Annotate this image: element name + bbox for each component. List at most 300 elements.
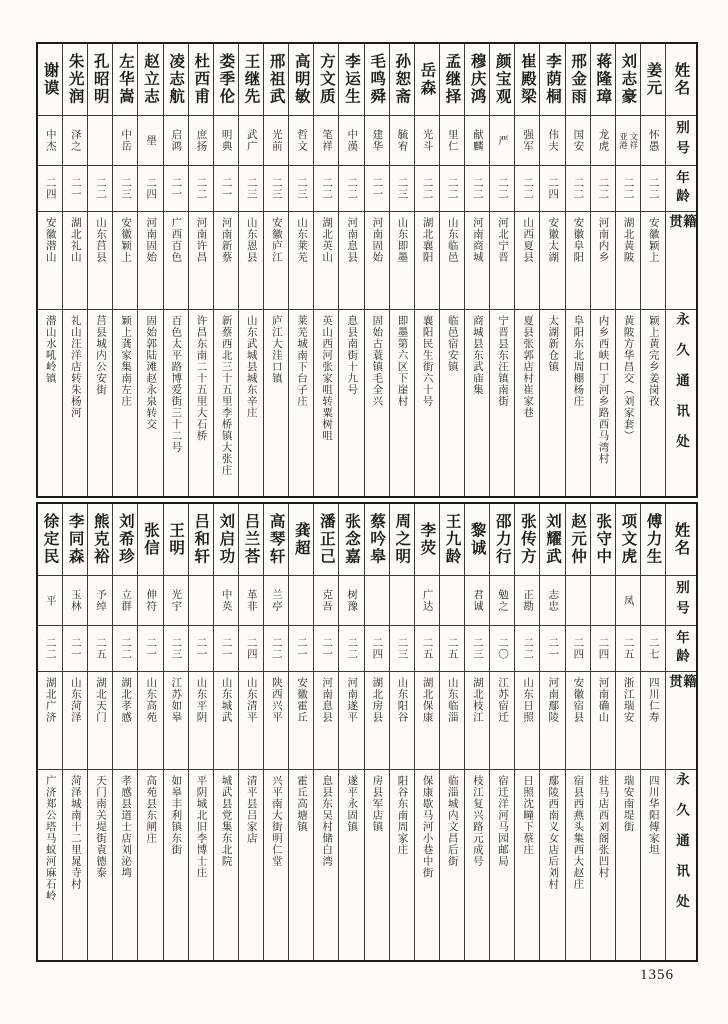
entry-origin: 湖北保康 <box>421 677 434 723</box>
entry-alias: 立群 <box>120 589 133 612</box>
entry-alias: 树豫 <box>346 589 359 612</box>
entry-address: 息县东吴村储白湾 <box>321 775 334 867</box>
entry-name: 孙恕斋 <box>393 53 411 106</box>
directory-entry-column <box>213 504 238 960</box>
entry-address: 保康歇马河小巷中街 <box>421 775 434 879</box>
entry-origin: 江苏宿迁 <box>496 677 509 723</box>
entry-origin: 安徽阜阳 <box>572 217 585 263</box>
directory-entry-column <box>464 44 489 496</box>
entry-age: 二一 <box>321 637 334 660</box>
directory-entry-column <box>389 44 414 496</box>
entry-age: 二二 <box>647 177 660 200</box>
entry-name: 方文质 <box>317 53 335 106</box>
entry-alias: 中英 <box>220 589 233 612</box>
entry-address: 礼山汪洋店转朱杨河 <box>69 315 82 419</box>
entry-origin: 山东清平 <box>245 677 258 723</box>
entry-name: 潘正己 <box>317 513 335 566</box>
entry-age: 二四 <box>597 637 610 660</box>
entry-alias: 伟夫 <box>547 129 560 152</box>
entry-age: 二一 <box>145 637 158 660</box>
header-name: 姓名 <box>672 62 690 97</box>
entry-alias: 笔祥 <box>321 129 334 152</box>
directory-entry-column <box>163 44 188 496</box>
entry-address: 鄢陵西南义女店后刘村 <box>547 775 560 890</box>
entry-name: 穆庆鸿 <box>468 53 486 106</box>
entry-origin: 山东莒县 <box>94 217 107 263</box>
entry-address: 天门南关堤街袁德泰 <box>94 775 107 879</box>
entry-alias: 勉之 <box>496 589 509 612</box>
entry-alias-secondary: 亚港 <box>618 132 629 149</box>
directory-entry-column <box>514 504 539 960</box>
entry-origin: 陕西兴平 <box>270 677 283 723</box>
entry-alias: 严 <box>496 134 509 147</box>
entry-name: 黎诚 <box>468 522 486 557</box>
directory-entry-column <box>590 44 615 496</box>
header-age: 年龄 <box>674 170 689 207</box>
entry-origin: 湖北房县 <box>371 677 384 723</box>
directory-entry-column <box>62 504 87 960</box>
entry-origin: 广西百色 <box>170 217 183 263</box>
entry-age: 二四 <box>371 637 384 660</box>
entry-age: 二三 <box>396 637 409 660</box>
entry-address: 临淄城内文昌后街 <box>446 775 459 867</box>
entry-name: 岳森 <box>418 62 436 97</box>
directory-entry-column <box>364 44 389 496</box>
directory-entry-column <box>640 44 665 496</box>
entry-age: 二一 <box>295 637 308 660</box>
entry-name: 王明 <box>167 522 185 557</box>
entry-origin: 山东临邑 <box>446 217 459 263</box>
entry-name: 邢金雨 <box>569 53 587 106</box>
directory-entry-column <box>288 504 313 960</box>
entry-name: 张念嘉 <box>342 513 360 566</box>
entry-address: 英山西河张家咀转粟树咀 <box>321 315 334 442</box>
entry-address: 莱芜城南下台子庄 <box>295 315 308 407</box>
entry-name: 高琴轩 <box>267 513 285 566</box>
directory-entry-column <box>62 44 87 496</box>
table-header-column <box>665 44 696 496</box>
entry-age: 二一 <box>69 637 82 660</box>
entry-name: 李同森 <box>66 513 84 566</box>
entry-address: 百色太平路博爱街三十二号 <box>170 315 183 453</box>
directory-entry-column <box>414 44 439 496</box>
directory-entry-column <box>87 504 112 960</box>
directory-entry-column <box>137 504 162 960</box>
entry-alias: 启鸿 <box>170 129 183 152</box>
entry-origin: 浙江瑞安 <box>622 677 635 723</box>
directory-entry-column <box>539 504 564 960</box>
entry-origin: 安徽颖上 <box>647 217 660 263</box>
entry-origin: 河南确山 <box>597 677 610 723</box>
entry-address: 颖上黄完乡姜岗孜 <box>647 315 660 407</box>
page-number: 1356 <box>640 967 674 983</box>
entry-name: 左华嵩 <box>116 53 134 106</box>
entry-address: 固始郭陆滩赵永泉转交 <box>145 315 158 430</box>
directory-entry-column <box>263 504 288 960</box>
entry-address: 即墨第六区下崖村 <box>396 315 409 407</box>
entry-address: 菏泽城南十二里晁寺村 <box>69 775 82 890</box>
directory-entry-column <box>464 504 489 960</box>
entry-alias: 文祥 <box>628 132 639 149</box>
entry-name: 吕兰荅 <box>242 513 260 566</box>
entry-address: 宿迁洋河马园邮局 <box>496 775 509 867</box>
entry-age: 二五 <box>622 637 635 660</box>
entry-alias: 建华 <box>371 129 384 152</box>
entry-age: 二一 <box>220 637 233 660</box>
entry-age: 二一 <box>69 177 82 200</box>
header-alias: 别号 <box>674 120 689 161</box>
directory-entry-column <box>615 504 640 960</box>
entry-age: 二二 <box>421 177 434 200</box>
entry-address: 许昌东南二十五里大石桥 <box>195 315 208 442</box>
entry-alias: 中岳 <box>120 129 133 152</box>
entry-age: 二四 <box>547 177 560 200</box>
entry-origin: 湖北孝感 <box>120 677 133 723</box>
entry-age: 二七 <box>647 637 660 660</box>
entry-age: 二〇 <box>496 637 509 660</box>
entry-address: 四川华阳傅家坦 <box>647 775 660 856</box>
entry-alias: 国安 <box>572 129 585 152</box>
entry-origin: 山东莱芜 <box>295 217 308 263</box>
directory-entry-column <box>338 44 363 496</box>
entry-name: 王继先 <box>242 53 260 106</box>
entry-alias: 革非 <box>245 589 258 612</box>
entry-origin: 四川仁寿 <box>647 677 660 723</box>
entry-name: 李运生 <box>342 53 360 106</box>
entry-alias: 龙虎 <box>597 129 610 152</box>
entry-address: 兴平南大街明仁堂 <box>270 775 283 867</box>
entry-age: 二一 <box>195 637 208 660</box>
entry-origin: 山东阳谷 <box>396 677 409 723</box>
entry-age: 二二 <box>346 637 359 660</box>
entry-alias: 哲文 <box>295 129 308 152</box>
entry-name: 张守中 <box>594 513 612 566</box>
entry-origin: 湖北枝江 <box>471 677 484 723</box>
entry-age: 二一 <box>170 177 183 200</box>
directory-entry-column <box>112 44 137 496</box>
entry-address: 孝感县道士店刘泌塆 <box>120 775 133 879</box>
directory-entry-column <box>338 504 363 960</box>
header-origin: 籍贯 <box>667 214 696 262</box>
directory-entry-column <box>389 504 414 960</box>
entry-name: 蒋隆璋 <box>594 53 612 106</box>
entry-name: 邢祖武 <box>267 53 285 106</box>
entry-origin: 山东高苑 <box>145 677 158 723</box>
entry-address: 宁晋县东汪镇南街 <box>496 315 509 407</box>
directory-entry-column <box>313 504 338 960</box>
entry-name: 孔昭明 <box>91 53 109 106</box>
entry-origin: 河南息县 <box>346 217 359 263</box>
entry-alias: 伸符 <box>145 589 158 612</box>
entry-alias: 壆 <box>145 134 158 147</box>
directory-entry-column <box>238 44 263 496</box>
entry-origin: 山东恩县 <box>245 217 258 263</box>
entry-alias: 里仁 <box>446 129 459 152</box>
entry-age: 二二 <box>346 177 359 200</box>
entry-origin: 湖北英山 <box>321 217 334 263</box>
entry-name: 张信 <box>141 522 159 557</box>
entry-origin: 安徽庐江 <box>270 217 283 263</box>
entry-name: 姜元 <box>644 62 662 97</box>
entry-age: 二二 <box>321 177 334 200</box>
entry-origin: 山东城武 <box>220 677 233 723</box>
entry-alias: 明典 <box>220 129 233 152</box>
directory-entry-column <box>263 44 288 496</box>
entry-name: 龚超 <box>292 522 310 557</box>
entry-address: 襄阳民生街六十号 <box>421 315 434 407</box>
entry-name: 蔡吟皋 <box>368 513 386 566</box>
header-alias: 别号 <box>674 580 689 621</box>
entry-age: 二四 <box>572 637 585 660</box>
entry-age: 二二 <box>446 177 459 200</box>
entry-origin: 山东平阴 <box>195 677 208 723</box>
entry-address: 阳谷东南周家庄 <box>396 775 409 856</box>
entry-name: 李荫桐 <box>543 53 561 106</box>
entry-age: 二三 <box>295 177 308 200</box>
entry-name: 王九龄 <box>443 513 461 566</box>
directory-entry-column <box>615 44 640 496</box>
header-name: 姓名 <box>672 522 690 557</box>
entry-name: 吕和轩 <box>192 513 210 566</box>
entry-name: 傅力生 <box>644 513 662 566</box>
directory-entry-column <box>188 44 213 496</box>
entry-alias: 中杰 <box>44 129 57 152</box>
entry-origin: 安徽太湖 <box>547 217 560 263</box>
entry-origin: 安徽宿县 <box>572 677 585 723</box>
entry-name: 刘志豪 <box>619 53 637 106</box>
entry-address: 日照沈疃下蔡庄 <box>522 775 535 856</box>
entry-origin: 河南遂平 <box>346 677 359 723</box>
header-age: 年龄 <box>674 630 689 667</box>
entry-age: 二三 <box>270 177 283 200</box>
entry-age: 二五 <box>421 637 434 660</box>
entry-age: 二二 <box>496 177 509 200</box>
entry-address: 瑞安南堤街 <box>622 775 635 833</box>
entry-origin: 河南固始 <box>145 217 158 263</box>
entry-origin: 河北宁晋 <box>496 217 509 263</box>
entry-name: 张传方 <box>518 513 536 566</box>
entry-alias: 平 <box>44 594 57 607</box>
entry-address: 平阴城北旧李博士庄 <box>195 775 208 879</box>
entry-origin: 湖北广济 <box>44 677 57 723</box>
entry-age: 二二 <box>522 637 535 660</box>
entry-name: 颜宝观 <box>493 53 511 106</box>
entry-age: 二三 <box>471 637 484 660</box>
entry-origin: 河南许昌 <box>195 217 208 263</box>
entry-address: 山东武城县城东辛庄 <box>245 315 258 419</box>
entry-origin: 河南鄢陵 <box>547 677 560 723</box>
directory-entry-column <box>38 504 62 960</box>
entry-alias: 广达 <box>421 589 434 612</box>
entry-name: 李荧 <box>418 522 436 557</box>
entry-address: 高苑县东闸庄 <box>145 775 158 844</box>
entry-age: 二二 <box>270 637 283 660</box>
entry-age: 二二 <box>622 177 635 200</box>
directory-entry-column <box>38 44 62 496</box>
directory-entry-column <box>87 44 112 496</box>
entry-name: 赵立志 <box>141 53 159 106</box>
entry-age: 二四 <box>44 177 57 200</box>
directory-entry-column <box>313 44 338 496</box>
directory-entry-column <box>213 44 238 496</box>
entry-origin: 安徽霍丘 <box>295 677 308 723</box>
entry-address: 固始古蓑镇毛全兴 <box>371 315 384 407</box>
entry-age: 二一 <box>220 177 233 200</box>
entry-alias: 玉林 <box>69 589 82 612</box>
entry-name: 刘耀武 <box>543 513 561 566</box>
entry-age: 二三 <box>170 637 183 660</box>
entry-alias: 光宇 <box>170 589 183 612</box>
entry-age: 二二 <box>94 177 107 200</box>
entry-address: 莒县城内公安街 <box>94 315 107 396</box>
entry-origin: 山东菏泽 <box>69 677 82 723</box>
entry-address: 广济郑公塔马蚁河麻石岭 <box>44 775 57 902</box>
directory-entry-column <box>489 44 514 496</box>
entry-alias: 强军 <box>522 129 535 152</box>
entry-address: 颖上龚家集南左庄 <box>120 315 133 407</box>
entry-name: 周之明 <box>393 513 411 566</box>
entry-origin: 山东日照 <box>522 677 535 723</box>
entry-age: 二五 <box>94 637 107 660</box>
entry-age: 二五 <box>446 637 459 660</box>
table-header-column <box>665 504 696 960</box>
header-origin: 籍贯 <box>667 674 696 722</box>
entry-alias: 毓宥 <box>396 129 409 152</box>
entry-address: 新蔡西北三十五里李桥镇大张庄 <box>220 315 233 476</box>
entry-origin: 湖北黄陂 <box>622 217 635 263</box>
entry-name: 邵力行 <box>493 513 511 566</box>
entry-alias: 献麟 <box>471 129 484 152</box>
entry-alias: 正勘 <box>522 589 535 612</box>
directory-entry-column <box>163 504 188 960</box>
entry-age: 二二 <box>120 637 133 660</box>
entry-address: 驻马店西刘阁张凹村 <box>597 775 610 879</box>
entry-origin: 山东即墨 <box>396 217 409 263</box>
entry-address: 宿县西燕头集西大赵庄 <box>572 775 585 890</box>
entry-alias: 光斗 <box>421 129 434 152</box>
entry-name: 朱光润 <box>66 53 84 106</box>
entry-address: 城武县党集东北院 <box>220 775 233 867</box>
directory-entry-column <box>112 504 137 960</box>
entry-alias: 志忠 <box>547 589 560 612</box>
entry-alias: 庶扬 <box>195 129 208 152</box>
entry-address: 遂平永固镇 <box>346 775 359 833</box>
entry-age: 二三 <box>245 177 258 200</box>
directory-entry-column <box>489 504 514 960</box>
entry-name: 杜西甫 <box>192 53 210 106</box>
entry-alias: 怀愚 <box>647 129 660 152</box>
entry-origin: 湖北礼山 <box>69 217 82 263</box>
directory-entry-column <box>288 44 313 496</box>
entry-name: 赵元仲 <box>569 513 587 566</box>
entry-age: 二四 <box>245 637 258 660</box>
entry-origin: 江苏如皋 <box>170 677 183 723</box>
entry-address: 枝江复兴路元成号 <box>471 775 484 867</box>
entry-alias: 光前 <box>270 129 283 152</box>
entry-age: 二二 <box>44 637 57 660</box>
entry-origin: 山东临淄 <box>446 677 459 723</box>
directory-entry-column <box>565 44 590 496</box>
entry-origin: 河南商城 <box>471 217 484 263</box>
entry-address: 清平县吕家店 <box>245 775 258 844</box>
entry-name: 崔殿梁 <box>518 53 536 106</box>
entry-age: 二二 <box>471 177 484 200</box>
entry-origin: 安徽潜山 <box>44 217 57 263</box>
entry-alias: 中漢 <box>346 129 359 152</box>
entry-age: 二一 <box>371 177 384 200</box>
entry-name: 凌志航 <box>167 53 185 106</box>
directory-table-bottom <box>36 502 698 962</box>
entry-alias: 凤 <box>622 594 635 607</box>
entry-age: 二二 <box>522 177 535 200</box>
directory-table-top <box>36 42 698 498</box>
entry-address: 庐江大洼口镇 <box>270 315 283 384</box>
entry-origin: 湖北天门 <box>94 677 107 723</box>
directory-entry-column <box>565 504 590 960</box>
directory-entry-column <box>188 504 213 960</box>
directory-entry-column <box>439 504 464 960</box>
entry-name: 徐定民 <box>41 513 59 566</box>
directory-entry-column <box>414 504 439 960</box>
entry-address: 临邑宿安镇 <box>446 315 459 373</box>
entry-name: 高明敏 <box>292 53 310 106</box>
entry-origin: 河南新蔡 <box>220 217 233 263</box>
entry-name: 熊克裕 <box>91 513 109 566</box>
entry-age: 二四 <box>145 177 158 200</box>
entry-address: 太湖新仓镇 <box>547 315 560 373</box>
directory-entry-column <box>238 504 263 960</box>
entry-age: 二三 <box>120 177 133 200</box>
directory-entry-column <box>364 504 389 960</box>
entry-alias: 君诚 <box>471 589 484 612</box>
directory-entry-column <box>590 504 615 960</box>
entry-alias: 泽之 <box>69 129 82 152</box>
entry-origin: 山西夏县 <box>522 217 535 263</box>
entry-name: 娄季伦 <box>217 53 235 106</box>
entry-age: 二一 <box>547 637 560 660</box>
entry-name: 项文虎 <box>619 513 637 566</box>
entry-address: 阜阳东北周棚杨庄 <box>572 315 585 407</box>
entry-origin: 河南固始 <box>371 217 384 263</box>
entry-alias: 克吾 <box>321 589 334 612</box>
entry-address: 黄陂方华昌交（刘家套） <box>622 315 635 442</box>
entry-address: 内乡西峡口丁河乡路西马湾村 <box>597 315 610 465</box>
entry-address: 商城县东武庙集 <box>471 315 484 396</box>
entry-address: 息县南街十九号 <box>346 315 359 396</box>
directory-entry-column <box>539 44 564 496</box>
entry-alias: 予绰 <box>94 589 107 612</box>
entry-age: 二三 <box>396 177 409 200</box>
entry-address: 房县军店镇 <box>371 775 384 833</box>
entry-address: 夏县张郭店村崔家巷 <box>522 315 535 419</box>
entry-name: 刘希珍 <box>116 513 134 566</box>
entry-address: 如皋丰利镇东街 <box>170 775 183 856</box>
entry-origin: 河南息县 <box>321 677 334 723</box>
directory-entry-column <box>640 504 665 960</box>
entry-name: 刘启功 <box>217 513 235 566</box>
entry-name: 毛鸣舜 <box>368 53 386 106</box>
header-address: 永久通讯处 <box>674 312 689 465</box>
entry-age: 二二 <box>195 177 208 200</box>
entry-address: 霍丘高塘镇 <box>295 775 308 833</box>
entry-age: 二二 <box>597 177 610 200</box>
entry-age: 二二 <box>572 177 585 200</box>
entry-origin: 安徽颖上 <box>120 217 133 263</box>
entry-name: 孟继择 <box>443 53 461 106</box>
directory-entry-column <box>137 44 162 496</box>
directory-entry-column <box>439 44 464 496</box>
header-address: 永久通讯处 <box>674 772 689 925</box>
